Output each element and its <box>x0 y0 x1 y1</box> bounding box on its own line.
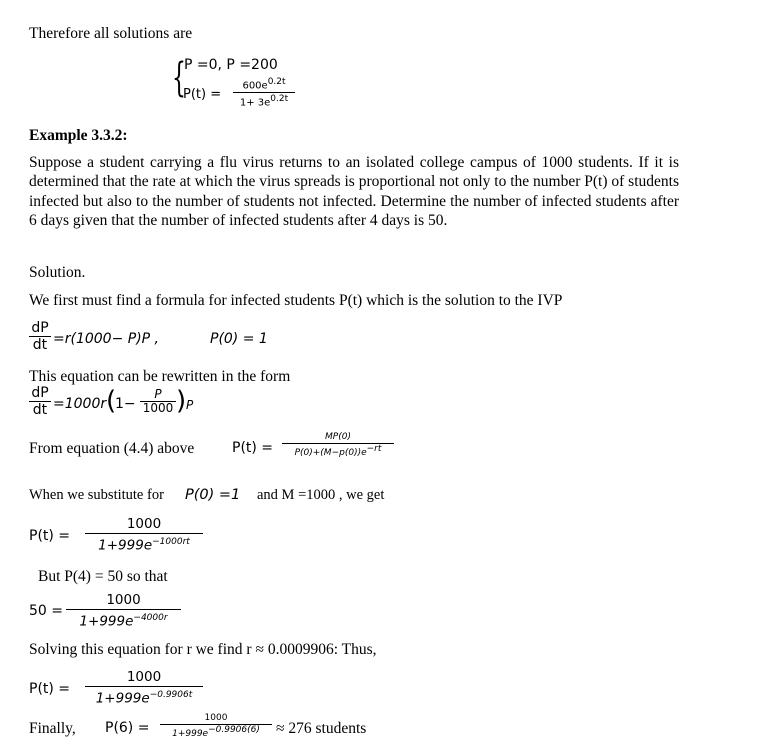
pt2-den: $1+999e^{-0.9906t}$ <box>95 690 193 707</box>
substitute-text-2: and M =1000 , we get <box>257 487 385 503</box>
rewrite-text: This equation can be rewritten in the form <box>29 368 291 385</box>
pt2-fraction <box>85 669 203 708</box>
solutions-p-lhs: P(t) = <box>183 87 222 102</box>
final-result: ≈ 276 students <box>276 720 367 737</box>
substitute-condition: P(0) =1 <box>185 487 241 503</box>
ivp-rhs: =r(1000− P)P , <box>53 331 160 347</box>
solutions-fraction <box>233 76 295 110</box>
eq50-lhs: 50 = <box>29 603 63 619</box>
logistic-derivative <box>29 385 51 418</box>
logistic-inner-fraction <box>140 388 176 415</box>
ivp-den: dt <box>32 337 48 353</box>
final-lhs: P(6) = <box>105 720 150 736</box>
pt2-lhs: P(t) = <box>29 681 71 697</box>
substitute-text-1: When we substitute for <box>29 487 164 503</box>
fraction-numerator: $600e^{0.2t}$ <box>242 77 286 92</box>
logistic-one-minus: 1− <box>115 396 136 412</box>
ivp-derivative <box>29 320 51 353</box>
pt1-fraction <box>85 516 203 555</box>
example-paragraph: Suppose a student carrying a flu virus returns to an isolated college campus of 1000 students. If it is determined that the rate at which the virus spreads is proportional not only to the number P(t) of students infected but also to the number of students not infected. Determine the number of infected students after 6 days given that the number of infected students after 4 days is 50. <box>29 154 679 229</box>
logistic-den: dt <box>32 402 48 418</box>
final-fraction <box>160 713 272 740</box>
logistic-rhs: =1000r <box>53 396 107 412</box>
right-paren: ) <box>176 386 187 416</box>
logistic-num: dP <box>31 385 49 401</box>
ivp-num: dP <box>31 320 49 336</box>
pt2-num: 1000 <box>126 669 162 685</box>
left-paren: ( <box>106 386 117 416</box>
inner-num: P <box>154 387 162 401</box>
solution-label: Solution. <box>29 264 86 281</box>
finally-text: Finally, <box>29 720 76 737</box>
ivp-initial-condition: P(0) = 1 <box>210 331 268 347</box>
final-num: 1000 <box>204 713 228 723</box>
inner-den: 1000 <box>142 401 174 415</box>
pt1-den: $1+999e^{-1000rt}$ <box>98 537 190 554</box>
left-brace: { <box>172 55 186 101</box>
eq50-den: $1+999e^{-4000r}$ <box>79 613 168 630</box>
intro-text: Therefore all solutions are <box>29 25 193 42</box>
fraction-denominator: $1+ 3e^{0.2t}$ <box>239 94 289 109</box>
solution-intro: We first must find a formula for infected students P(t) which is the solution to the IVP <box>29 292 563 309</box>
final-den: $1+999e^{-0.9906(6)}$ <box>172 725 260 739</box>
general-fraction <box>282 432 394 459</box>
example-heading: Example 3.3.2: <box>29 127 128 144</box>
but-text: But P(4) = 50 so that <box>38 568 168 585</box>
eq50-fraction <box>66 592 181 631</box>
general-num: MP(0) <box>325 432 351 442</box>
solutions-first-line: P =0, P =200 <box>184 57 278 73</box>
general-lhs: P(t) = <box>232 440 274 456</box>
general-den: $P(0)+(M-p(0))e^{-rt}$ <box>294 444 382 458</box>
logistic-tail: P <box>186 398 194 412</box>
solving-text: Solving this equation for r we find r ≈ 0.0009906: Thus, <box>29 641 377 658</box>
pt1-num: 1000 <box>126 516 162 532</box>
from-equation-text: From equation (4.4) above <box>29 440 195 457</box>
eq50-num: 1000 <box>106 592 141 608</box>
pt1-lhs: P(t) = <box>29 528 71 544</box>
